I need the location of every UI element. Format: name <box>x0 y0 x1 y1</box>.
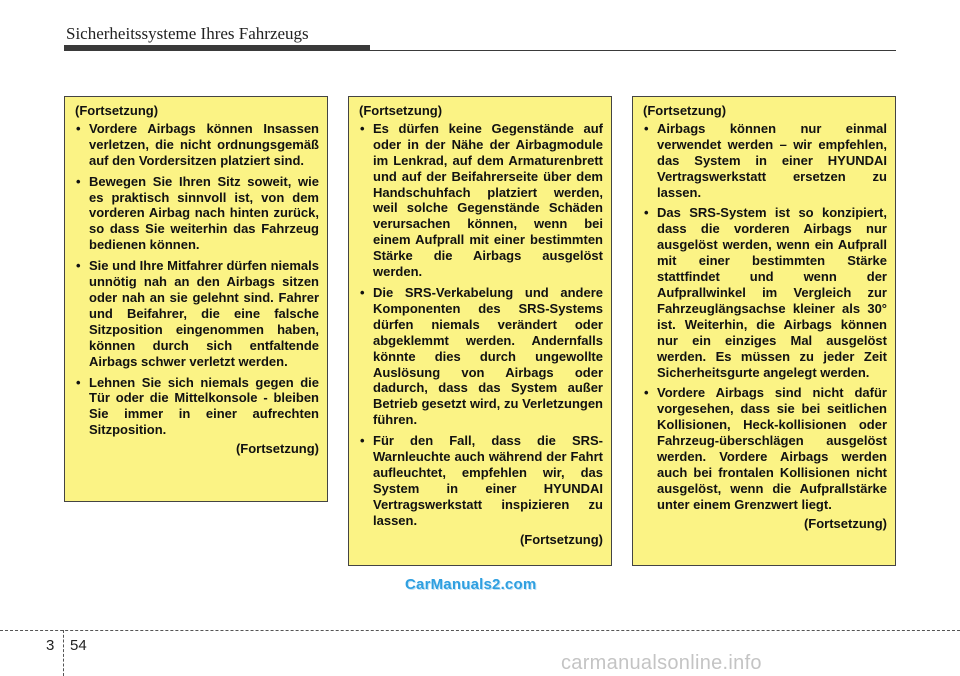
continued-label: (Fortsetzung) <box>359 103 443 118</box>
footer-divider <box>0 630 960 631</box>
warning-item: • Die SRS-Verkabelung und andere Komponenten des SRS-Systems dürfen niemals verändert oder abgeklemmt werden. Andernfalls könnte dies durch ungewollte Auslösung von Airbags oder dadurch, dass das System außer Betrieb gesetzt wird, zu Verletzungen führen. <box>359 285 603 428</box>
warning-box-2 <box>348 96 612 566</box>
chapter-number: 3 <box>46 637 55 654</box>
warning-item: • Airbags können nur einmal verwendet werden – wir empfehlen, das System in einer HYUNDAI Vertragswerkstatt ersetzen zu lassen. <box>643 121 887 201</box>
watermark-carmanuals2[interactable]: CarManuals2.com <box>405 576 537 593</box>
page-header-title: Sicherheitssysteme Ihres Fahrzeugs <box>66 24 309 43</box>
warning-list <box>643 121 887 513</box>
watermark-carmanualsonline: carmanualsonline.info <box>561 652 762 674</box>
warning-item: • Sie und Ihre Mitfahrer dürfen niemals unnötig nah an den Airbags sitzen oder nah an sie gelehnt sind. Fahrer und Beifahrer, die eine falsche Sitzposition eingenommen haben, können durch sich entfaltende Airbags schwer verletzt werden. <box>75 258 319 369</box>
warning-item: • Bewegen Sie Ihren Sitz soweit, wie es praktisch sinnvoll ist, von dem vorderen Airbag nach hinten zurück, so dass Sie weiterhin das Fahrzeug bedienen können. <box>75 174 319 254</box>
warning-item: • Es dürfen keine Gegenstände auf oder in der Nähe der Airbagmodule im Lenkrad, auf dem Armaturenbrett und auf der Beifahrerseite über dem Handschuhfach platziert werden, weil solche Gegenstände Schäden verursachen können, wenn bei einem Aufprall mit einer bestimmten Stärke die Airbags ausgelöst werden. <box>359 121 603 280</box>
header-rule-thin <box>370 50 896 51</box>
continued-label: (Fortsetzung) <box>75 103 159 118</box>
warning-box-3 <box>632 96 896 566</box>
warning-list <box>359 121 603 529</box>
warning-item: • Das SRS-System ist so konzipiert, dass die vorderen Airbags nur ausgelöst werden, wenn ein Aufprall mit einer bestimmten Stärke stattfindet und wenn der Aufprallwinkel im Vergleich zur Fahrzeuglängsachse kleiner als 30° ist. Weiterhin, die Airbags können nur ein einziges Mal ausgelöst werden. Es müssen zu jeder Zeit Sicherheitsgurte angelegt werden. <box>643 205 887 380</box>
warning-list <box>75 121 319 438</box>
continues-label: (Fortsetzung) <box>519 531 603 547</box>
warning-box-1 <box>64 96 328 502</box>
warning-item: • Vordere Airbags sind nicht dafür vorgesehen, dass sie bei seitlichen Kollisionen, Heck-kollisionen oder Fahrzeug-überschlägen ausgelöst werden. Vordere Airbags werden auch bei frontalen Kollisionen nicht ausgelöst, wenn die Aufprallstärke unter einem Grenzwert liegt. <box>643 385 887 512</box>
footer-vertical-divider <box>63 630 64 676</box>
continues-label: (Fortsetzung) <box>803 515 887 531</box>
warning-item: • Für den Fall, dass die SRS-Warnleuchte auch während der Fahrt aufleuchtet, empfehlen wir, das System in einer HYUNDAI Vertragswerkstatt inspizieren zu lassen. <box>359 433 603 528</box>
warning-item: • Lehnen Sie sich niemals gegen die Tür oder die Mittelkonsole - bleiben Sie immer in einer aufrechten Sitzposition. <box>75 375 319 439</box>
continues-label: (Fortsetzung) <box>235 441 319 457</box>
warning-item: • Vordere Airbags können Insassen verletzen, die nicht ordnungsgemäß auf den Vordersitzen platziert sind. <box>75 121 319 169</box>
continued-label: (Fortsetzung) <box>643 103 727 118</box>
page-number: 54 <box>70 637 87 654</box>
header-rule-thick <box>64 45 370 51</box>
